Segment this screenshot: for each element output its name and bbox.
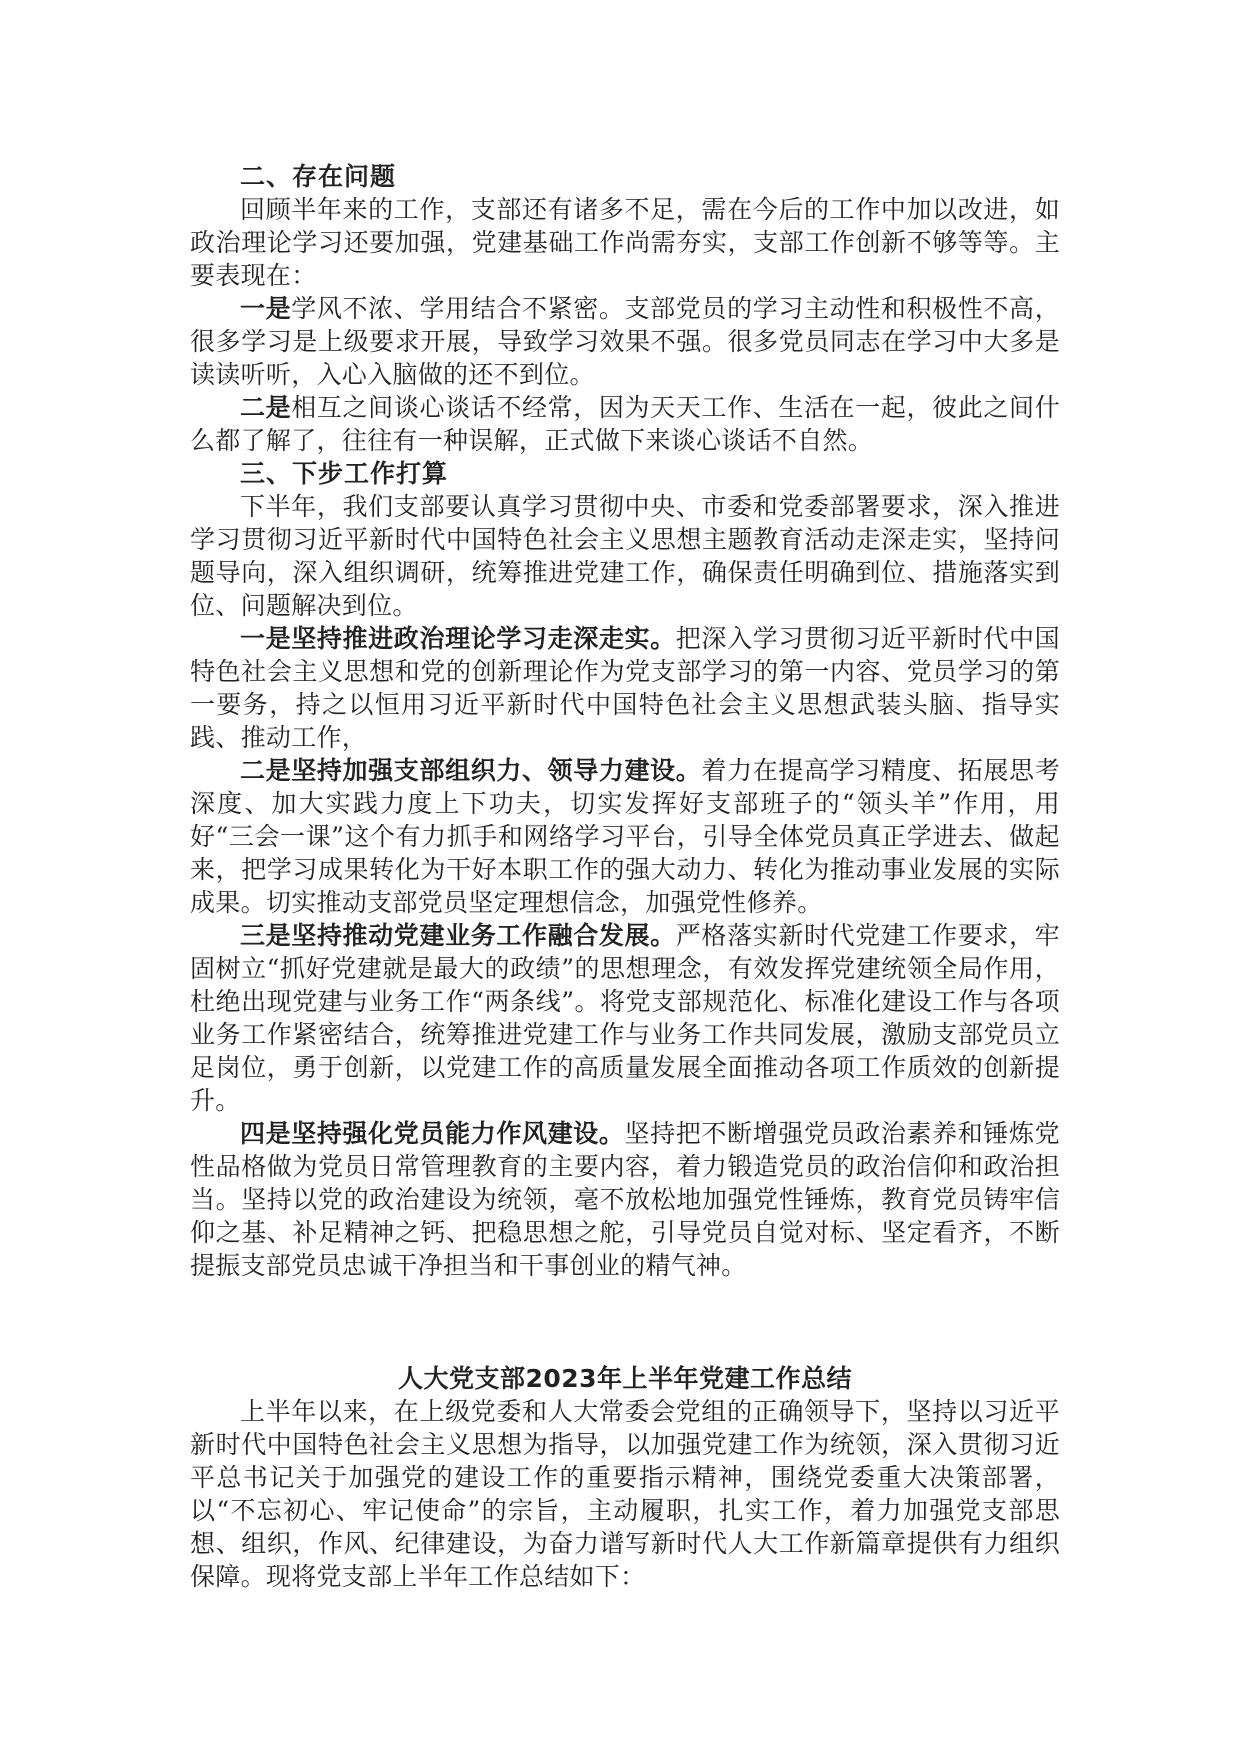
section-spacer bbox=[190, 1282, 1060, 1362]
problem-item-1-lead: 一是 bbox=[240, 294, 292, 323]
section-heading-plans: 三、下步工作打算 bbox=[240, 459, 449, 488]
document-page bbox=[190, 160, 1060, 1593]
plan-item-4 bbox=[190, 1117, 1060, 1282]
plan-item-2-lead: 二是坚持加强支部组织力、领导力建设。 bbox=[240, 756, 702, 785]
plan-item-3-lead: 三是坚持推动党建业务工作融合发展。 bbox=[240, 921, 676, 950]
article-title: 人大党支部2023年上半年党建工作总结 bbox=[397, 1364, 853, 1393]
plan-item-3-text: 严格落实新时代党建工作要求，牢固树立“抓好党建就是最大的政绩”的思想理念，有效发挥党建统领全局作用，杜绝出现党建与业务工作“两条线”。将党支部规范化、标准化建设工作与各项业务工作紧密结合，统筹推进党建工作与业务工作共同发展，激励支部党员立足岗位，勇于创新，以党建工作的高质量发展全面推动各项工作质效的创新提升。 bbox=[190, 921, 1060, 1115]
plan-item-2-text: 着力在提高学习精度、拓展思考深度、加大实践力度上下功夫，切实发挥好支部班子的“领头羊”作用，用好“三会一课”这个有力抓手和网络学习平台，引导全体党员真正学进去、做起来，把学习成果转化为干好本职工作的强大动力、转化为推动事业发展的实际成果。切实推动支部党员坚定理想信念，加强党性修养。 bbox=[190, 756, 1060, 917]
section-intro-plans: 下半年，我们支部要认真学习贯彻中央、市委和党委部署要求，深入推进学习贯彻习近平新时代中国特色社会主义思想主题教育活动走深走实，坚持问题导向，深入组织调研，统筹推进党建工作，确保责任明确到位、措施落实到位、问题解决到位。 bbox=[190, 492, 1060, 620]
problem-item-1 bbox=[190, 292, 1060, 391]
problem-item-2-text: 相互之间谈心谈话不经常，因为天天工作、生活在一起，彼此之间什么都了解了，往往有一种误解，正式做下来谈心谈话不自然。 bbox=[190, 393, 1060, 455]
plan-item-2 bbox=[190, 754, 1060, 919]
plan-item-1 bbox=[190, 622, 1060, 754]
plan-item-3 bbox=[190, 919, 1060, 1117]
article-intro: 上半年以来，在上级党委和人大常委会党组的正确领导下，坚持以习近平新时代中国特色社会主义思想为指导，以加强党建工作为统领，深入贯彻习近平总书记关于加强党的建设工作的重要指示精神，围绕党委重大决策部署，以“不忘初心、牢记使命”的宗旨，主动履职，扎实工作，着力加强党支部思想、组织，作风、纪律建设，为奋力谱写新时代人大工作新篇章提供有力组织保障。现将党支部上半年工作总结如下： bbox=[190, 1397, 1060, 1591]
problem-item-2-lead: 二是 bbox=[240, 393, 292, 422]
plan-item-4-lead: 四是坚持强化党员能力作风建设。 bbox=[240, 1119, 625, 1148]
section-heading-problems: 二、存在问题 bbox=[240, 162, 397, 191]
plan-item-1-lead: 一是坚持推进政治理论学习走深走实。 bbox=[240, 624, 676, 653]
plan-item-1-text: 把深入学习贯彻习近平新时代中国特色社会主义思想和党的创新理论作为党支部学习的第一内容、党员学习的第一要务，持之以恒用习近平新时代中国特色社会主义思想武装头脑、指导实践、推动工作， bbox=[190, 624, 1060, 752]
section-intro-problems: 回顾半年来的工作，支部还有诸多不足，需在今后的工作中加以改进，如政治理论学习还要加强，党建基础工作尚需夯实，支部工作创新不够等等。主要表现在： bbox=[190, 195, 1060, 290]
problem-item-1-text: 学风不浓、学用结合不紧密。支部党员的学习主动性和积极性不高，很多学习是上级要求开展，导致学习效果不强。很多党员同志在学习中大多是读读听听，入心入脑做的还不到位。 bbox=[190, 294, 1060, 389]
plan-item-4-text: 坚持把不断增强党员政治素养和锤炼党性品格做为党员日常管理教育的主要内容，着力锻造党员的政治信仰和政治担当。坚持以党的政治建设为统领，毫不放松地加强党性锤炼，教育党员铸牢信仰之基、补足精神之钙、把稳思想之舵，引导党员自觉对标、坚定看齐，不断提振支部党员忠诚干净担当和干事创业的精气神。 bbox=[190, 1119, 1060, 1280]
problem-item-2 bbox=[190, 391, 1060, 457]
